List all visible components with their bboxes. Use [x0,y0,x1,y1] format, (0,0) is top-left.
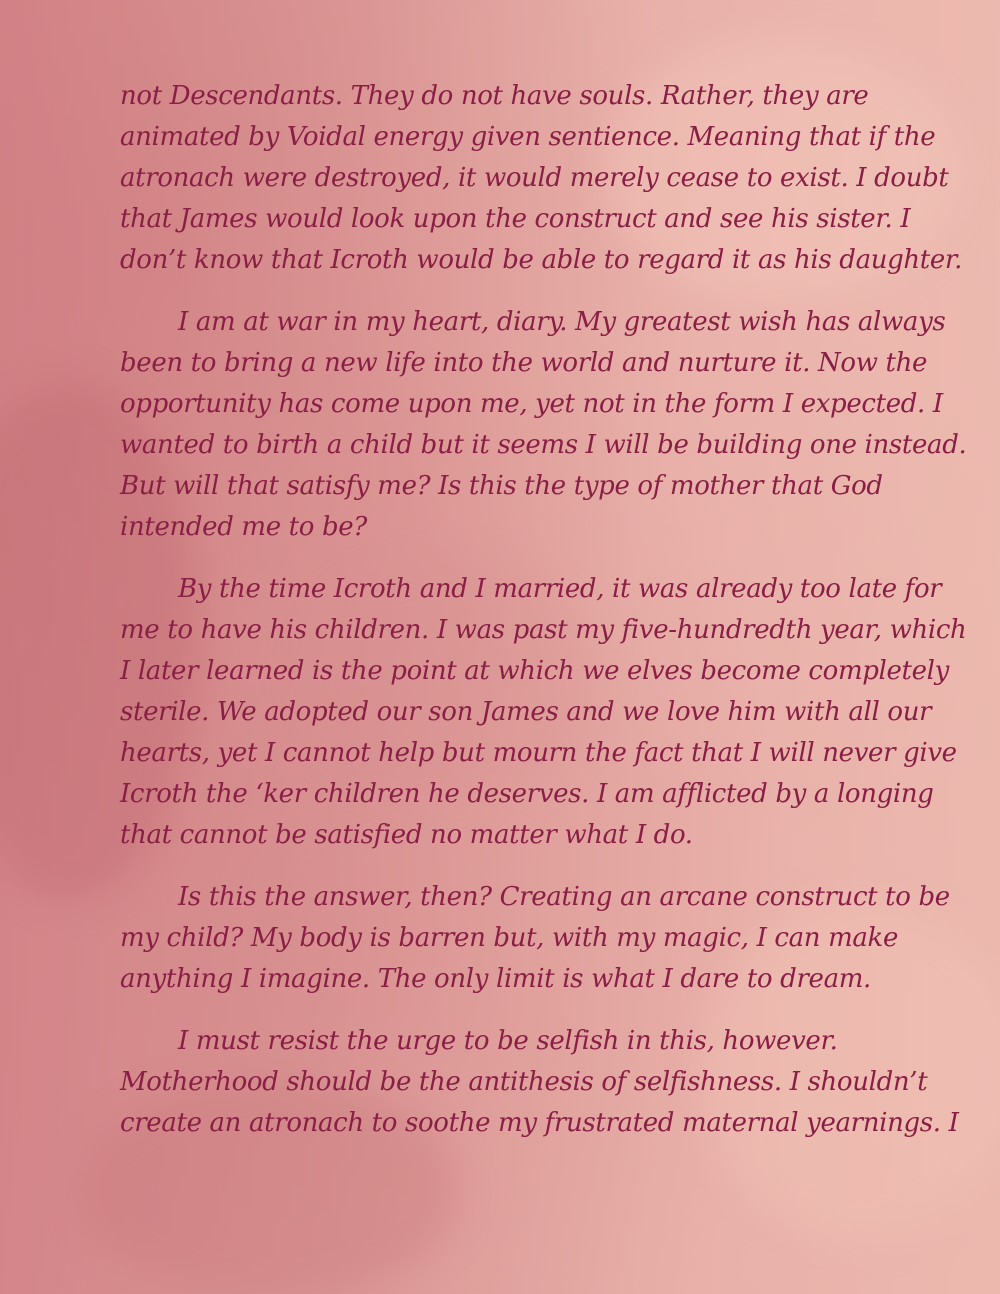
text-line: me to have his children. I was past my five-hundredth year, which [120,615,967,645]
text-line: I later learned is the point at which we elves become completely [120,656,949,686]
paragraph [120,877,950,1000]
text-line: anything I imagine. The only limit is what I dare to dream. [120,964,871,994]
text-line: opportunity has come upon me, yet not in the form I expected. I [120,389,943,419]
paragraph [120,1021,959,1144]
text-line: create an atronach to soothe my frustrated maternal yearnings. I [120,1108,959,1138]
text-line: But will that satisfy me? Is this the type of mother that God [120,471,883,501]
diary-text [120,76,967,1165]
text-line: that cannot be satisfied no matter what I do. [120,820,693,850]
text-line: I am at war in my heart, diary. My greatest wish has always [178,307,946,337]
paragraph [120,76,963,281]
text-line: By the time Icroth and I married, it was already too late for [178,574,942,604]
text-line: I must resist the urge to be selfish in this, however. [178,1026,838,1056]
text-line: don’t know that Icroth would be able to regard it as his daughter. [120,245,963,275]
text-line: been to bring a new life into the world and nurture it. Now the [120,348,928,378]
text-line: animated by Voidal energy given sentience. Meaning that if the [120,122,936,152]
text-line: Icroth the ‘ker children he deserves. I am afflicted by a longing [120,779,934,809]
text-line: wanted to birth a child but it seems I will be building one instead. [120,430,967,460]
paragraph [120,569,967,856]
paragraph [120,302,967,548]
text-line: my child? My body is barren but, with my magic, I can make [120,923,898,953]
text-line: sterile. We adopted our son James and we love him with all our [120,697,932,727]
text-line: hearts, yet I cannot help but mourn the fact that I will never give [120,738,957,768]
text-line: Is this the answer, then? Creating an arcane construct to be [178,882,950,912]
text-line: atronach were destroyed, it would merely cease to exist. I doubt [120,163,949,193]
text-line: intended me to be? [120,512,367,542]
text-line: Motherhood should be the antithesis of selfishness. I shouldn’t [120,1067,928,1097]
text-line: that James would look upon the construct and see his sister. I [120,204,911,234]
text-line: not Descendants. They do not have souls. Rather, they are [120,81,869,111]
